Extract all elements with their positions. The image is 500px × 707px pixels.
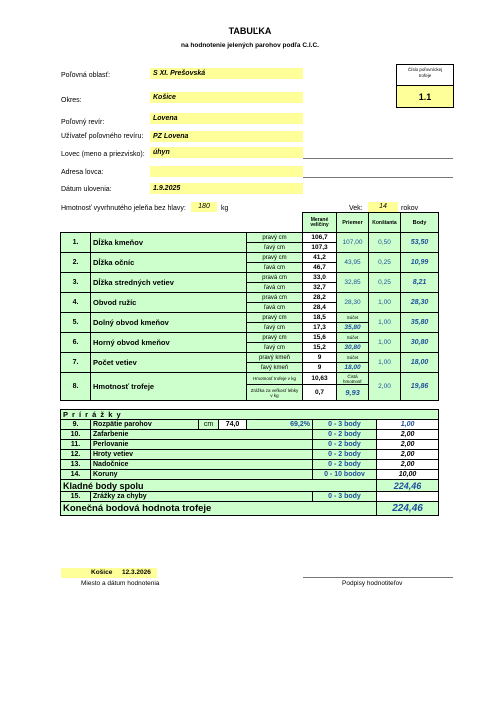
- measure-label-right: pravá cm: [247, 293, 303, 303]
- row-name: Obvod ružíc: [91, 293, 247, 313]
- final-value: 224,46: [377, 502, 439, 516]
- age-unit: rokov: [401, 205, 419, 212]
- extra-number: 11.: [61, 440, 91, 450]
- table-row: [61, 273, 439, 283]
- measure-label-left: ľavý cm: [247, 243, 303, 253]
- constant-value: 1,00: [369, 333, 401, 353]
- measure-value-left[interactable]: 17,3: [303, 323, 337, 333]
- sum-label: Súčet: [337, 313, 369, 323]
- measure-label-right: pravý cm: [247, 233, 303, 243]
- extra-points[interactable]: 2,00: [377, 460, 439, 470]
- measure-label-left: ľavý cm: [247, 343, 303, 353]
- row-number: 6.: [61, 333, 91, 353]
- field-line-address: [303, 177, 453, 178]
- points-value: 35,80: [401, 313, 439, 333]
- measure-label-left: ľavý kmeň: [247, 363, 303, 373]
- extras-row: [61, 430, 439, 440]
- plus-total-label: Kladné body spolu: [61, 480, 377, 492]
- row-number: 8.: [61, 373, 91, 401]
- document-subtitle: na hodnotenie jelených parohov podľa C.I.C.: [181, 42, 319, 49]
- average-value: 32,85: [337, 273, 369, 293]
- field-label-date: Dátum ulovenia:: [61, 186, 112, 193]
- measure-value-left[interactable]: 0,7: [303, 385, 337, 401]
- points-value: 28,30: [401, 293, 439, 313]
- extra-number: 13.: [61, 460, 91, 470]
- extra-points[interactable]: 10,00: [377, 470, 439, 480]
- extra-spread-percent: 69,2%: [247, 420, 313, 430]
- measure-label-left: ľavá cm: [247, 303, 303, 313]
- evaluation-place-date[interactable]: [61, 568, 157, 578]
- measure-value-right[interactable]: 9: [303, 353, 337, 363]
- header-measured: Merané veličiny: [303, 213, 337, 233]
- extra-range: 0 - 3 body: [313, 420, 377, 430]
- measure-label-right: pravý cm: [247, 333, 303, 343]
- field-value-area[interactable]: S XI. Prešovská: [150, 68, 303, 79]
- extra-name: Nadočnice: [91, 460, 313, 470]
- extra-name: Koruny: [91, 470, 313, 480]
- extra-range: 0 - 2 body: [313, 450, 377, 460]
- average-value: 18,00: [337, 363, 369, 373]
- measure-value-right[interactable]: 10,63: [303, 373, 337, 385]
- deduction-points[interactable]: [377, 492, 439, 502]
- extra-number: 14.: [61, 470, 91, 480]
- extra-unit: cm: [199, 420, 219, 430]
- extra-range: 0 - 2 body: [313, 460, 377, 470]
- constant-value: 0,50: [369, 233, 401, 253]
- field-label-district: Okres:: [61, 97, 82, 104]
- measure-label-right: pravý kmeň: [247, 353, 303, 363]
- average-value: 35,80: [337, 323, 369, 333]
- table-row: [61, 253, 439, 263]
- extra-number: 10.: [61, 430, 91, 440]
- field-value-address[interactable]: [150, 166, 303, 177]
- average-value: 107,00: [337, 233, 369, 253]
- points-value: 53,50: [401, 233, 439, 253]
- scoring-table: [60, 212, 439, 401]
- table-row: [61, 333, 439, 343]
- field-label-area: Poľovná oblasť:: [61, 72, 111, 79]
- average-value: 30,80: [337, 343, 369, 353]
- row-number: 5.: [61, 313, 91, 333]
- signature-line: [303, 577, 453, 578]
- signature-label: Podpisy hodnotiteľov: [342, 580, 403, 587]
- field-value-ground-user[interactable]: PZ Lovena: [150, 131, 303, 142]
- sum-label: Súčet: [337, 353, 369, 363]
- measure-value-left[interactable]: 107,3: [303, 243, 337, 253]
- extra-name: Perlovanie: [91, 440, 313, 450]
- age-value[interactable]: 14: [368, 202, 398, 212]
- field-label-ground-user: Užívateľ poľovného revíru:: [61, 133, 144, 140]
- extra-range: 0 - 10 bodov: [313, 470, 377, 480]
- extra-points[interactable]: 2,00: [377, 440, 439, 450]
- extra-number: 9.: [61, 420, 91, 430]
- field-label-hunter: Lovec (meno a priezvisko):: [61, 151, 145, 158]
- row-number: 3.: [61, 273, 91, 293]
- measure-value-right[interactable]: 41,2: [303, 253, 337, 263]
- document-title: TABUĽKA: [228, 26, 272, 36]
- extra-range: 0 - 2 body: [313, 440, 377, 450]
- measure-value-left[interactable]: 28,4: [303, 303, 337, 313]
- field-value-hunter[interactable]: úhyn: [150, 147, 303, 158]
- measure-label-left: Zrážka za veľkosť lebky v kg: [247, 385, 303, 401]
- average-value: 9,93: [337, 385, 369, 401]
- measure-value-right[interactable]: 18,5: [303, 313, 337, 323]
- evaluation-date: 12.3.2026: [121, 569, 151, 576]
- constant-value: 0,25: [369, 253, 401, 273]
- extra-range: 0 - 2 body: [313, 430, 377, 440]
- row-number: 7.: [61, 353, 91, 373]
- extra-spread-value[interactable]: 74,0: [219, 420, 247, 430]
- extra-number: 12.: [61, 450, 91, 460]
- field-value-hunting-ground[interactable]: Lovena: [150, 113, 303, 124]
- deduction-number: 15.: [61, 492, 91, 502]
- constant-value: 1,00: [369, 353, 401, 373]
- final-label: Konečná bodová hodnota trofeje: [61, 502, 377, 516]
- average-value: 28,30: [337, 293, 369, 313]
- deduction-range: 0 - 3 body: [313, 492, 377, 502]
- extras-title-row: [61, 410, 439, 420]
- extras-title: P r í r á ž k y: [61, 410, 439, 420]
- trophy-number-box: [396, 64, 454, 108]
- table-row: [61, 233, 439, 243]
- field-value-date[interactable]: 1.9.2025: [150, 183, 303, 194]
- row-name: Dĺžka očníc: [91, 253, 247, 273]
- measure-label-right: pravý cm: [247, 313, 303, 323]
- measure-label-right: pravý cm: [247, 253, 303, 263]
- row-name: Horný obvod kmeňov: [91, 333, 247, 353]
- constant-value: 1,00: [369, 293, 401, 313]
- measure-value-right[interactable]: 28,2: [303, 293, 337, 303]
- measure-value-left[interactable]: 15,2: [303, 343, 337, 353]
- row-name: Počet vetiev: [91, 353, 247, 373]
- extra-points[interactable]: 2,00: [377, 450, 439, 460]
- measure-label-right: pravá cm: [247, 273, 303, 283]
- table-header-row: [61, 213, 439, 233]
- measure-label-right: Hmotnosť trofeje v kg: [247, 373, 303, 385]
- constant-value: 0,25: [369, 273, 401, 293]
- header-constant: Konštanta: [369, 213, 401, 233]
- measure-label-left: ľavá cm: [247, 263, 303, 273]
- row-number: 4.: [61, 293, 91, 313]
- header-average: Priemer: [337, 213, 369, 233]
- field-line-hunter: [303, 158, 453, 159]
- average-value: 43,95: [337, 253, 369, 273]
- measure-value-right[interactable]: 33,0: [303, 273, 337, 283]
- age-label: Vek:: [349, 205, 363, 212]
- row-name: Dĺžka kmeňov: [91, 233, 247, 253]
- extra-name: Hroty vetiev: [91, 450, 313, 460]
- weight-label: Hmotnosť vyvrhnutého jeleňa bez hlavy:: [61, 205, 186, 212]
- constant-value: 1,00: [369, 313, 401, 333]
- measure-label-left: ľavá cm: [247, 283, 303, 293]
- deduction-name: Zrážky za chyby: [91, 492, 313, 502]
- sum-label: Čistá hmotnosť: [337, 373, 369, 385]
- measure-value-right[interactable]: 15,6: [303, 333, 337, 343]
- row-number: 1.: [61, 233, 91, 253]
- weight-value[interactable]: 180: [191, 202, 217, 212]
- final-row: [61, 502, 439, 516]
- deduction-row: [61, 492, 439, 502]
- measure-value-right[interactable]: 106,7: [303, 233, 337, 243]
- points-value: 30,80: [401, 333, 439, 353]
- weight-unit: kg: [221, 205, 229, 212]
- extra-name: Rozpätie parohov: [91, 420, 199, 430]
- table-row: [61, 373, 439, 385]
- points-value: 18,00: [401, 353, 439, 373]
- extras-row: [61, 460, 439, 470]
- row-name: Dĺžka stredných vetiev: [91, 273, 247, 293]
- evaluation-city: Košice: [91, 569, 113, 576]
- trophy-number-value: 1.1: [397, 85, 453, 107]
- field-label-hunting-ground: Poľovný revír:: [61, 119, 105, 126]
- field-label-address: Adresa lovca:: [61, 169, 104, 176]
- trophy-number-label: Číslo poľovníckej trofeje: [407, 67, 443, 78]
- plus-total-row: [61, 480, 439, 492]
- extra-name: Zafarbenie: [91, 430, 313, 440]
- header-points: Body: [401, 213, 439, 233]
- row-name: Hmotnosť trofeje: [91, 373, 247, 401]
- extras-row: [61, 450, 439, 460]
- constant-value: 2,00: [369, 373, 401, 401]
- table-row: [61, 293, 439, 303]
- row-name: Dolný obvod kmeňov: [91, 313, 247, 333]
- extras-row: [61, 440, 439, 450]
- points-value: 19,86: [401, 373, 439, 401]
- points-value: 8,21: [401, 273, 439, 293]
- table-row: [61, 313, 439, 323]
- table-row: [61, 353, 439, 363]
- measure-value-left[interactable]: 9: [303, 363, 337, 373]
- extras-row: [61, 470, 439, 480]
- field-value-district[interactable]: Košice: [150, 92, 303, 103]
- row-number: 2.: [61, 253, 91, 273]
- place-date-label: Miesto a dátum hodnotenia: [81, 580, 160, 587]
- measure-value-left[interactable]: 32,7: [303, 283, 337, 293]
- measure-label-left: ľavý cm: [247, 323, 303, 333]
- points-value: 10,99: [401, 253, 439, 273]
- extras-table: [60, 409, 439, 516]
- measure-value-left[interactable]: 46,7: [303, 263, 337, 273]
- plus-total-value: 224,46: [377, 480, 439, 492]
- extra-points[interactable]: 2,00: [377, 430, 439, 440]
- extra-points[interactable]: 1,00: [377, 420, 439, 430]
- extras-row-spread: [61, 420, 439, 430]
- sum-label: Súčet: [337, 333, 369, 343]
